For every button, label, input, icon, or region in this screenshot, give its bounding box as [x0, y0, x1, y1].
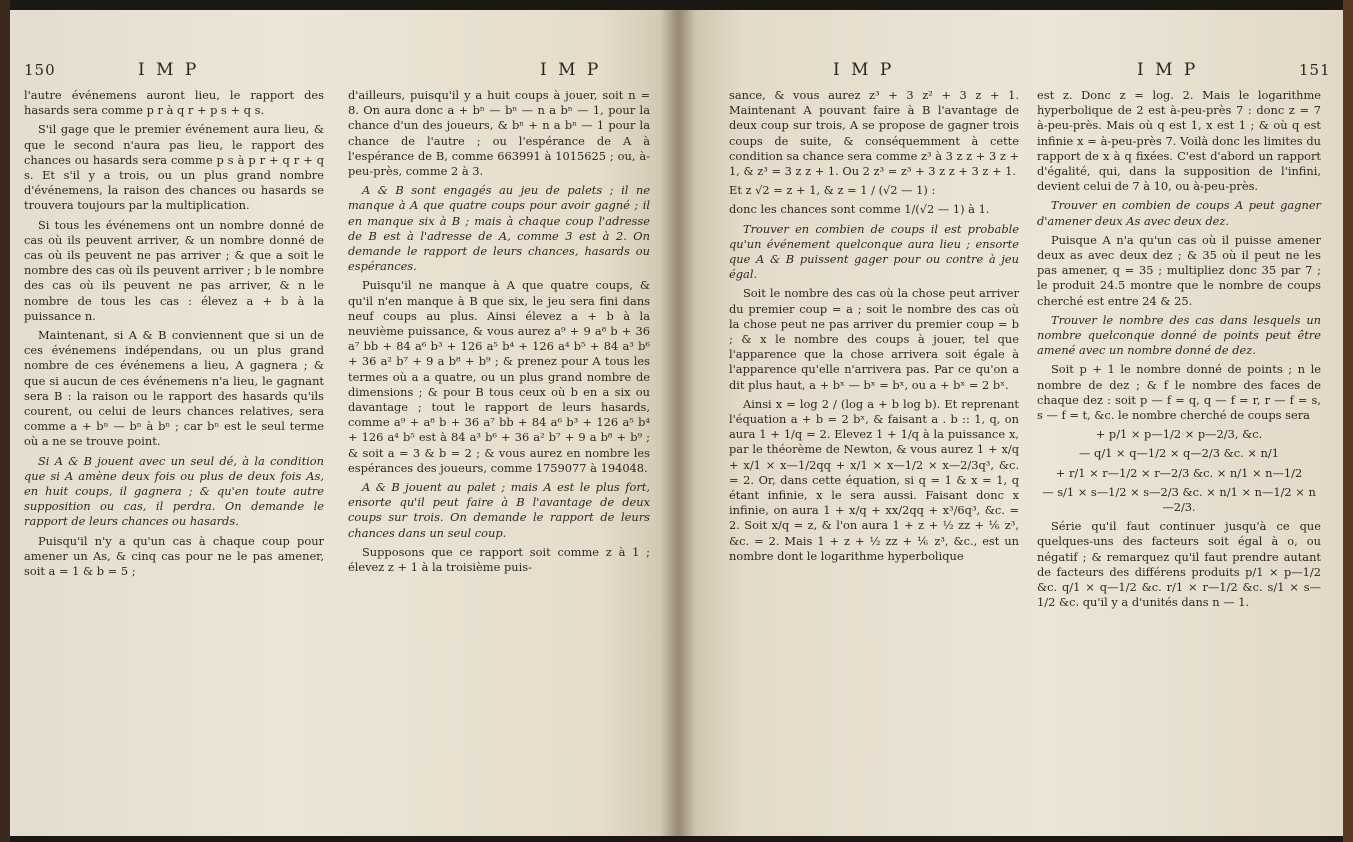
left-running-head-col2: I M P [540, 60, 602, 80]
paragraph: d'ailleurs, puisqu'il y a huit coups à jouer, soit n = 8. On aura donc a + bⁿ — bⁿ — n a bⁿ — 1, pour la chance d'un des joueurs, & bⁿ + n a bⁿ — 1 pour la chance de l'autre ; ou l'espérance de A à l'espérance de B, comme 663991 à 1015625 ; ou, à-peu-près, comme 2 à 3. [348, 88, 650, 179]
paragraph: Série qu'il faut continuer jusqu'à ce que quelques-uns des facteurs soit égal à o, ou négatif ; & remarquez qu'il faut prendre autant de facteurs des différens produits p/1 × p—1/2 &c. q/1 × q—1/2 &c. r/1 × r—1/2 &c. s/1 × s—1/2 &c. qu'il y a d'unités dans n — 1. [1037, 519, 1321, 610]
problem-statement: A & B sont engagés au jeu de palets ; il ne manque à A que quatre coups pour avoir gagné ; il en manque six à B ; mais à chaque coup l'adresse de B est à l'adresse de A, comme 3 est à 2. On demande le rapport de leurs chances, hasards ou espérances. [348, 183, 650, 274]
problem-statement: Si A & B jouent avec un seul dé, à la condition que si A amène deux fois ou plus de deux fois As, en huit coups, il gagnera ; & qu'en toute autre supposition ou cas, il perdra. On demande le rapport de leurs chances ou hasards. [24, 453, 324, 529]
right-column-1 [729, 88, 1019, 568]
paragraph: S'il gage que le premier événement aura lieu, & que le second n'aura pas lieu, le rapport des chances ou hasards sera comme p s à p r + q r + q s. Et s'il y a trois, ou un plus grand nombre d'événemens, la raison des chances ou hasards se trouvera toujours par la multiplication. [24, 122, 324, 213]
right-running-head-col1: I M P [833, 60, 895, 80]
problem-statement: A & B jouent au palet ; mais A est le plus fort, ensorte qu'il peut faire à B l'avantage de deux coups sur trois. On demande le rapport de leurs chances dans un seul coup. [348, 480, 650, 540]
left-column-1 [24, 88, 324, 583]
series-line: + p/1 × p—1/2 × p—2/3, &c. [1095, 427, 1263, 442]
book-spread [10, 10, 1343, 836]
problem-statement: Trouver le nombre des cas dans lesquels un nombre quelconque donné de points peut être amené avec un nombre donné de dez. [1037, 312, 1321, 358]
paragraph: Si tous les événemens ont un nombre donné de cas où ils peuvent arriver, & un nombre donné de cas où ils peuvent ne pas arriver ; & que a soit le nombre des cas où ils peuvent arriver ; b le nombre des cas où ils peuvent ne pas arriver, & n le nombre de tous les cas : élevez a + b à la puissance n. [24, 217, 324, 323]
problem-statement: Trouver en combien de coups A peut gagner d'amener deux As avec deux dez. [1037, 198, 1321, 228]
paragraph: Soit le nombre des cas où la chose peut arriver du premier coup = a ; soit le nombre des cas où la chose peut ne pas arriver du premier coup = b ; & x le nombre des coups à jouer, tel que l'apparence que la chose arrivera soit égale à l'apparence qu'elle n'arrivera pas. Par ce qu'on a dit plus haut, a + bˣ — bˣ = bˣ, ou a + bˣ = 2 bˣ. [729, 286, 1019, 392]
book-edge-left [0, 0, 10, 842]
formula-line: Et z √2 = z + 1, & z = 1 / (√2 — 1) : [729, 183, 936, 198]
paragraph: Ainsi x = log 2 / (log a + b log b). Et reprenant l'équation a + b = 2 bˣ, & faisant a . b :: 1, q, on aura 1 + 1/q = 2. Elevez 1 + 1/q à la puissance x, par le théorème de Newton, & vous aurez 1 + x/q + x/1 × x—1/2qq + x/1 × x—1/2 × x—2/3q³, &c. = 2. Or, dans cette équation, si q = 1 & x = 1, q étant infinie, x le sera aussi. Faisant donc x infinie, on aura 1 + x/q + xx/2qq + x³/6q³, &c. = 2. Soit x/q = z, & l'on aura 1 + z + ½ zz + ⅙ z³, &c. = 2. Mais 1 + z + ½ zz + ⅙ z³, &c., est un nombre dont le logarithme hyperbolique [729, 396, 1019, 563]
problem-statement: Trouver en combien de coups il est probable qu'un événement quelconque aura lieu ; ensorte que A & B puissent gager pour ou contre à jeu égal. [729, 221, 1019, 282]
left-page [10, 10, 677, 836]
paragraph: Puisque A n'a qu'un cas où il puisse amener deux as avec deux dez ; & 35 où il peut ne les pas amener, q = 35 ; multipliez donc 35 par 7 ; le produit 24.5 montre que le nombre de coups cherché est entre 24 & 25. [1037, 232, 1321, 308]
paragraph: Puisqu'il n'y a qu'un cas à chaque coup pour amener un As, & cinq cas pour ne le pas amener, soit a = 1 & b = 5 ; [24, 533, 324, 579]
left-page-number: 150 [24, 61, 56, 79]
paragraph: Supposons que ce rapport soit comme z à 1 ; élevez z + 1 à la troisième puis- [348, 544, 650, 575]
paragraph: sance, & vous aurez z³ + 3 z² + 3 z + 1. Maintenant A pouvant faire à B l'avantage de deux coup sur trois, A se propose de gagner trois coups de suite, & conséquemment à cette condition sa chance sera comme z³ à 3 z z + 3 z + 1, & z³ = 3 z z + 1. Ou 2 z³ = z³ + 3 z z + 3 z + 1. [729, 88, 1019, 179]
paragraph: est z. Donc z = log. 2. Mais le logarithme hyperbolique de 2 est à-peu-près 7 : donc z = 7 à-peu-près. Mais où q est 1, x est 1 ; & où q est infinie x = à-peu-près 7. Voilà donc les limites du rapport de x à q fixées. C'est d'abord un rapport d'égalité, qui, dans la supposition de l'infini, devient celui de 7 à 10, ou à-peu-près. [1037, 88, 1321, 194]
left-running-head-col1: I M P [138, 60, 200, 80]
right-page-number: 151 [1299, 61, 1331, 79]
right-running-head-col2: I M P [1137, 60, 1199, 80]
book-gutter [660, 10, 696, 836]
series-line: — q/1 × q—1/2 × q—2/3 &c. × n/1 [1079, 446, 1279, 461]
left-column-2 [348, 88, 650, 579]
paragraph: l'autre événemens auront lieu, le rapport des hasards sera comme p r à q r + p s + q s. [24, 88, 324, 118]
series-line: — s/1 × s—1/2 × s—2/3 &c. × n/1 × n—1/2 × n—2/3. [1042, 484, 1316, 515]
right-page [677, 10, 1343, 836]
paragraph: Puisqu'il ne manque à A que quatre coups, & qu'il n'en manque à B que six, le jeu sera fini dans neuf coups au plus. Ainsi élevez a + b à la neuvième puissance, & vous aurez a⁹ + 9 a⁸ b + 36 a⁷ bb + 84 a⁶ b³ + 126 a⁵ b⁴ + 126 a⁴ b⁵ + 84 a³ b⁶ + 36 a² b⁷ + 9 a b⁸ + b⁹ ; & prenez pour A tous les termes où a a quatre, ou un plus grand nombre de dimensions ; & pour B tous ceux où b en a six ou davantage ; tout le rapport de leurs hasards, comme a⁹ + a⁸ b + 36 a⁷ bb + 84 a⁶ b³ + 126 a⁵ b⁴ + 126 a⁴ b⁵ est à 84 a³ b⁶ + 36 a² b⁷ + 9 a b⁸ + b⁹ ; & soit a = 3 & b = 2 ; & vous aurez en nombre les espérances des joueurs, comme 1759077 à 194048. [348, 278, 650, 475]
book-edge-right [1343, 0, 1353, 842]
series-line: + r/1 × r—1/2 × r—2/3 &c. × n/1 × n—1/2 [1055, 465, 1303, 480]
paragraph: Soit p + 1 le nombre donné de points ; n le nombre de dez ; & f le nombre des faces de chaque dez : soit p — f = q, q — f = r, r — f = s, s — f = t, &c. le nombre cherché de coups sera [1037, 362, 1321, 423]
paragraph: Maintenant, si A & B conviennent que si un de ces événemens indépendans, ou un plus grand nombre de ces événemens a lieu, A gagnera ; & que si aucun de ces événemens n'a lieu, le gagnant sera B : la raison ou le rapport des hasards qu'ils courent, ou celui de leurs chances relatives, sera comme a + bⁿ — bⁿ à bⁿ ; car bⁿ est le seul terme où a ne se trouve point. [24, 328, 324, 449]
formula-line: donc les chances sont comme 1/(√2 — 1) à 1. [729, 202, 990, 217]
right-column-2 [1037, 88, 1321, 615]
